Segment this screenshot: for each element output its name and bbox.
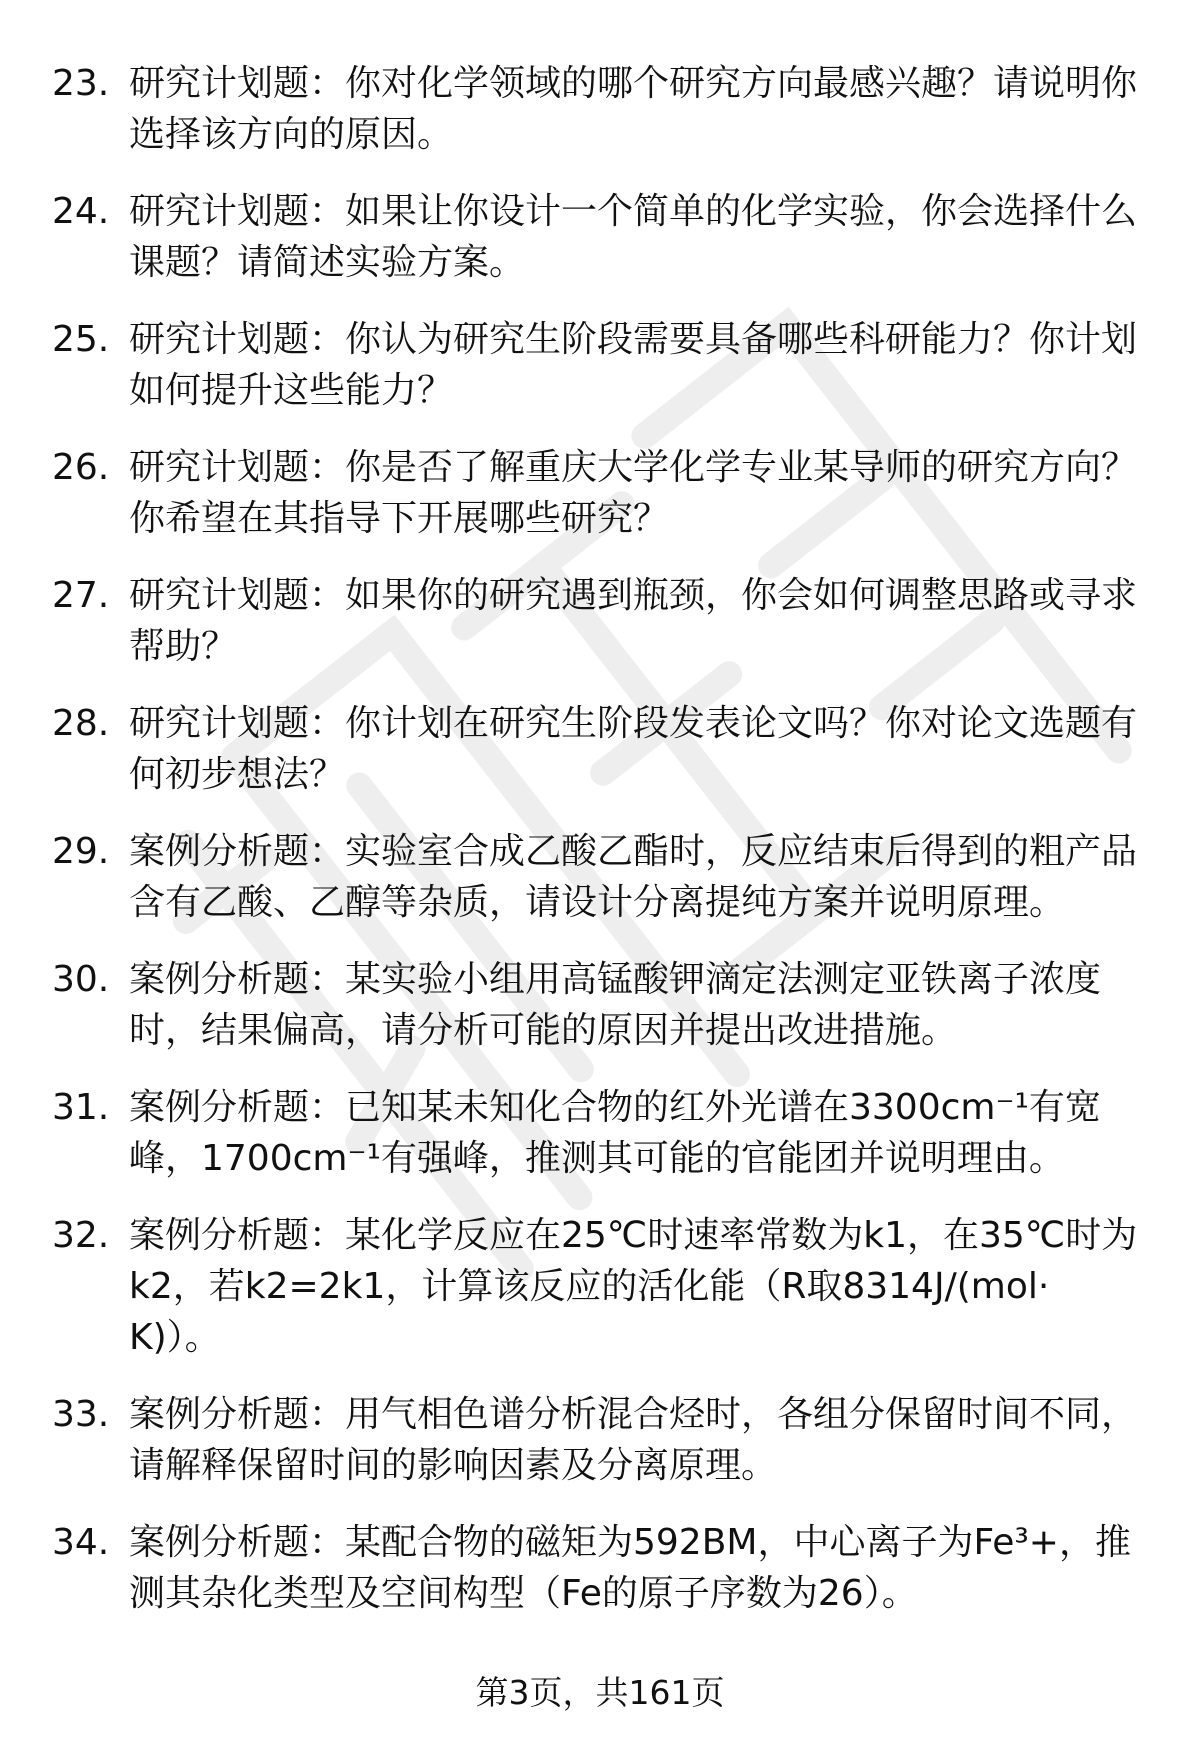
question-number: 27.	[52, 575, 110, 616]
question-number: 30.	[52, 959, 110, 1000]
question-item	[52, 442, 1152, 544]
question-text: 案例分析题：用气相色谱分析混合烃时，各组分保留时间不同，请解释保留时间的影响因素及分离原理。	[129, 1394, 1138, 1486]
question-number: 24.	[52, 191, 110, 232]
question-item	[52, 1210, 1152, 1363]
question-text: 案例分析题：某实验小组用高锰酸钾滴定法测定亚铁离子浓度时，结果偏高，请分析可能的原因并提出改进措施。	[129, 959, 1102, 1051]
question-number: 33.	[52, 1394, 110, 1435]
question-text: 研究计划题：如果让你设计一个简单的化学实验，你会选择什么课题？请简述实验方案。	[129, 191, 1138, 283]
question-item	[52, 698, 1152, 800]
question-number: 26.	[52, 447, 110, 488]
question-item	[52, 954, 1152, 1056]
question-text: 案例分析题：某配合物的磁矩为592BM，中心离子为Fe³+，推测其杂化类型及空间构型（Fe的原子序数为26）。	[129, 1522, 1131, 1614]
question-item	[52, 826, 1152, 928]
question-item	[52, 570, 1152, 672]
question-text: 研究计划题：你对化学领域的哪个研究方向最感兴趣？请说明你选择该方向的原因。	[129, 63, 1138, 155]
question-list	[52, 58, 1152, 1645]
question-text: 研究计划题：你计划在研究生阶段发表论文吗？你对论文选题有何初步想法？	[129, 703, 1138, 795]
question-number: 28.	[52, 703, 110, 744]
question-item	[52, 1389, 1152, 1491]
question-item	[52, 314, 1152, 416]
question-text: 研究计划题：你认为研究生阶段需要具备哪些科研能力？你计划如何提升这些能力？	[129, 319, 1138, 411]
page-number-label: 第3页，共161页	[475, 1673, 725, 1712]
page-footer	[0, 1673, 1200, 1713]
question-text: 案例分析题：实验室合成乙酸乙酯时，反应结束后得到的粗产品含有乙酸、乙醇等杂质，请设计分离提纯方案并说明原理。	[129, 831, 1138, 923]
question-item	[52, 186, 1152, 288]
question-number: 25.	[52, 319, 110, 360]
question-text: 研究计划题：你是否了解重庆大学化学专业某导师的研究方向？你希望在其指导下开展哪些研究？	[129, 447, 1138, 539]
question-number: 29.	[52, 831, 110, 872]
question-text: 研究计划题：如果你的研究遇到瓶颈，你会如何调整思路或寻求帮助？	[129, 575, 1138, 667]
question-number: 23.	[52, 63, 110, 104]
question-item	[52, 1517, 1152, 1619]
question-number: 34.	[52, 1522, 110, 1563]
question-item	[52, 1082, 1152, 1184]
question-item	[52, 58, 1152, 160]
question-text: 案例分析题：已知某未知化合物的红外光谱在3300cm⁻¹有宽峰，1700cm⁻¹有强峰，推测其可能的官能团并说明理由。	[129, 1087, 1101, 1179]
question-number: 31.	[52, 1087, 110, 1128]
question-text: 案例分析题：某化学反应在25℃时速率常数为k1，在35℃时为k2，若k2=2k1，计算该反应的活化能（R取8314J/(mol·K)）。	[129, 1215, 1138, 1358]
question-number: 32.	[52, 1215, 110, 1256]
